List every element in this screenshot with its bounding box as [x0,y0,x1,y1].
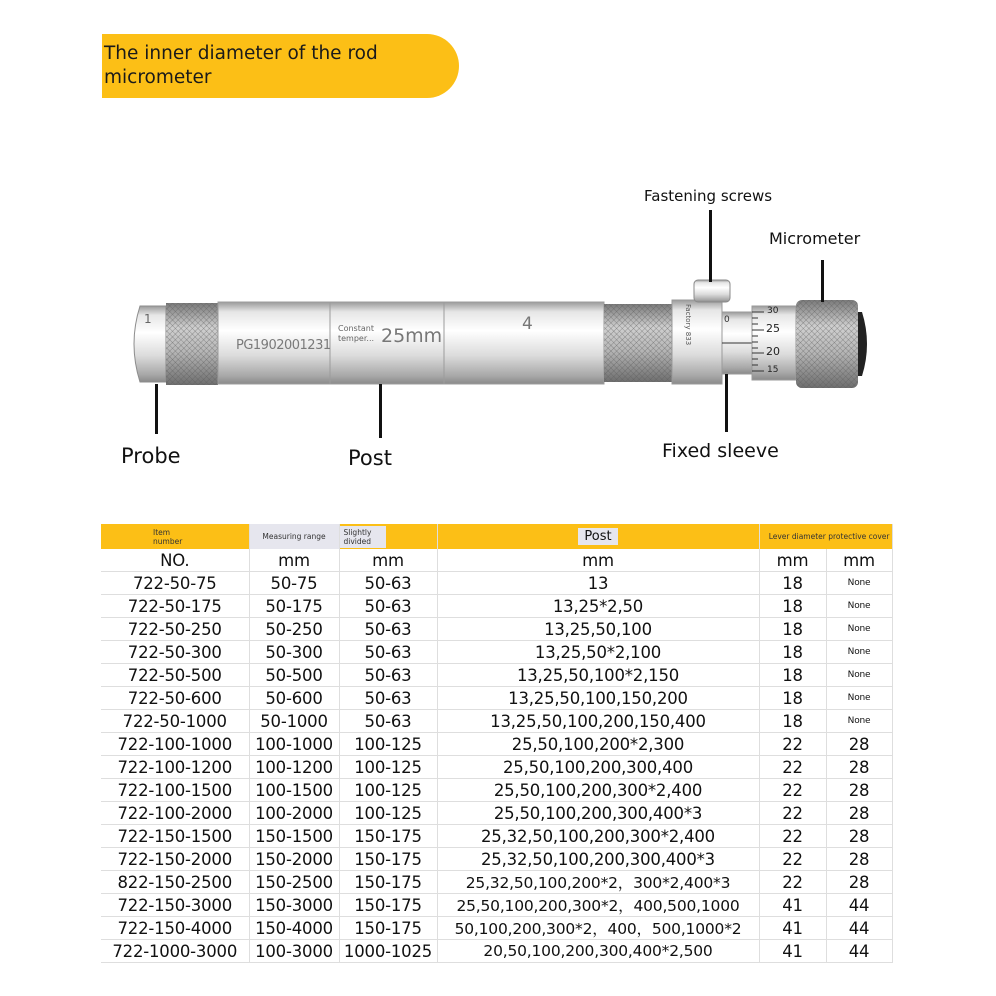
post-cell: 13,25,50,100,200,150,400 [437,710,759,733]
table-row [101,733,892,756]
post-cell: 25,32,50,100,200,300*2,400 [437,825,759,848]
item-number-cell: 722-100-1000 [101,733,249,756]
lever-diameter-cell: 41 [759,940,826,963]
lever-diameter-cell: 22 [759,779,826,802]
table-header-row [101,524,892,549]
thimble-scale-15: 15 [767,365,779,375]
slightly-divided-cell: 100-125 [339,733,437,756]
end-cap [858,312,867,376]
lever-diameter-cell: 18 [759,664,826,687]
item-number-cell: 722-150-1500 [101,825,249,848]
post-cell: 25,50,100,200,300*2，400,500,1000 [437,894,759,917]
measuring-range-cell: 100-1200 [249,756,339,779]
sleeve-zero: 0 [724,315,730,325]
slightly-divided-cell: 150-175 [339,848,437,871]
measuring-range-cell: 50-500 [249,664,339,687]
post-cell: 25,50,100,200,300,400 [437,756,759,779]
protective-cover-cell: 44 [826,917,892,940]
item-number-cell: 722-50-1000 [101,710,249,733]
post-size-marking: 25mm [381,325,443,347]
measuring-range-cell: 150-2500 [249,871,339,894]
post-cell: 13 [437,572,759,595]
lever-diameter-cell: 22 [759,756,826,779]
item-number-cell: 722-100-2000 [101,802,249,825]
lever-diameter-cell: 22 [759,848,826,871]
table-body [101,549,892,963]
lever-diameter-cell: 18 [759,641,826,664]
item-number-cell: 722-1000-3000 [101,940,249,963]
protective-cover-cell: None [826,572,892,595]
post-cell: 13,25,50,100*2,150 [437,664,759,687]
post-cell: 13,25*2,50 [437,595,759,618]
post-cell: 25,50,100,200*2,300 [437,733,759,756]
slightly-divided-cell: 50-63 [339,572,437,595]
callout-micrometer: Micrometer [769,229,861,248]
clamp-body [672,300,722,384]
protective-cover-cell: 28 [826,871,892,894]
item-number-cell: 722-50-250 [101,618,249,641]
page-title: The inner diameter of the rod micrometer [104,43,378,88]
protective-cover-cell: None [826,595,892,618]
measuring-range-cell: 100-1500 [249,779,339,802]
measuring-range-cell: 100-2000 [249,802,339,825]
table-row [101,710,892,733]
item-number-cell: 722-50-600 [101,687,249,710]
post-cell: 25,50,100,200,300,400*3 [437,802,759,825]
callout-probe: Probe [121,444,181,468]
lever-diameter-cell: 41 [759,917,826,940]
table-row [101,641,892,664]
protective-cover-cell: 44 [826,894,892,917]
slightly-divided-cell: 100-125 [339,779,437,802]
unit-cell: mm [339,549,437,572]
measuring-range-cell: 100-1000 [249,733,339,756]
lever-diameter-cell: 18 [759,572,826,595]
measuring-range-cell: 150-4000 [249,917,339,940]
measuring-range-cell: 50-175 [249,595,339,618]
item-number-cell: 722-150-2000 [101,848,249,871]
slightly-divided-cell: 150-175 [339,825,437,848]
post-cell: 50,100,200,300*2，400，500,1000*2 [437,917,759,940]
slightly-divided-cell: 150-175 [339,871,437,894]
table-row [101,871,892,894]
slightly-divided-cell: 50-63 [339,710,437,733]
unit-cell: mm [249,549,339,572]
lever-diameter-cell: 18 [759,710,826,733]
lever-diameter-cell: 22 [759,825,826,848]
item-number-cell: 722-50-75 [101,572,249,595]
item-number-cell: 822-150-2500 [101,871,249,894]
header-slightly-divided: Slightly divided [339,524,437,549]
lever-diameter-cell: 22 [759,733,826,756]
slightly-divided-cell: 100-125 [339,756,437,779]
item-number-cell: 722-100-1200 [101,756,249,779]
measuring-range-cell: 50-1000 [249,710,339,733]
post-cell: 25,50,100,200,300*2,400 [437,779,759,802]
section-number: 4 [522,314,533,334]
table-row [101,779,892,802]
thimble-scale-30: 30 [767,306,779,316]
post-cell: 25,32,50,100,200,300,400*3 [437,848,759,871]
measuring-range-cell: 50-75 [249,572,339,595]
protective-cover-cell: 28 [826,802,892,825]
item-number-cell: 722-150-4000 [101,917,249,940]
callout-fastening-screws: Fastening screws [644,187,773,205]
unit-cell: mm [437,549,759,572]
table-row [101,687,892,710]
lever-diameter-cell: 22 [759,802,826,825]
protective-cover-cell: None [826,641,892,664]
slightly-divided-cell: 50-63 [339,687,437,710]
slightly-divided-cell: 1000-1025 [339,940,437,963]
slightly-divided-cell: 150-175 [339,917,437,940]
callout-post: Post [348,446,392,470]
lever-diameter-cell: 22 [759,871,826,894]
factory-marking: Factory 833 [684,304,692,346]
post-cell: 13,25,50,100,150,200 [437,687,759,710]
post-cell: 25,32,50,100,200*2，300*2,400*3 [437,871,759,894]
protective-cover-cell: 28 [826,848,892,871]
item-number-cell: 722-50-175 [101,595,249,618]
protective-cover-cell: None [826,710,892,733]
spec-table [101,524,893,963]
constant-temper-label: Constant temper... [338,324,375,343]
lever-diameter-cell: 18 [759,618,826,641]
protective-cover-cell: None [826,618,892,641]
header-post: Post [437,524,759,549]
thimble-scale-20: 20 [766,345,780,358]
protective-cover-cell: 28 [826,756,892,779]
post-cell: 20,50,100,200,300,400*2,500 [437,940,759,963]
measuring-range-cell: 150-1500 [249,825,339,848]
table-row [101,825,892,848]
table-row [101,894,892,917]
protective-cover-cell: 28 [826,733,892,756]
table-row [101,618,892,641]
item-number-cell: 722-50-300 [101,641,249,664]
lever-diameter-cell: 41 [759,894,826,917]
post-cell: 13,25,50*2,100 [437,641,759,664]
item-number-cell: 722-150-3000 [101,894,249,917]
table-row [101,595,892,618]
unit-cell: mm [826,549,892,572]
unit-cell: mm [759,549,826,572]
lever-diameter-cell: 18 [759,687,826,710]
fastening-screw [694,280,730,302]
measuring-range-cell: 50-600 [249,687,339,710]
table-row [101,572,892,595]
slightly-divided-cell: 50-63 [339,664,437,687]
protective-cover-cell: None [826,664,892,687]
protective-cover-cell: 44 [826,940,892,963]
callout-fixed-sleeve: Fixed sleeve [662,440,779,462]
table-row [101,917,892,940]
post-cell: 13,25,50,100 [437,618,759,641]
measuring-range-cell: 150-3000 [249,894,339,917]
table-row [101,940,892,963]
table-row [101,664,892,687]
table-row [101,802,892,825]
protective-cover-cell: 28 [826,779,892,802]
item-number-cell: 722-50-500 [101,664,249,687]
unit-cell: NO. [101,549,249,572]
probe-mark: 1 [144,312,152,326]
serial-number: PG1902001231 [236,338,331,353]
slightly-divided-cell: 150-175 [339,894,437,917]
measuring-range-cell: 150-2000 [249,848,339,871]
measuring-range-cell: 50-250 [249,618,339,641]
header-item-number: Item number [101,524,249,549]
slightly-divided-cell: 50-63 [339,641,437,664]
lever-diameter-cell: 18 [759,595,826,618]
measuring-range-cell: 100-3000 [249,940,339,963]
protective-cover-cell: 28 [826,825,892,848]
units-row [101,549,892,572]
table-row [101,848,892,871]
slightly-divided-cell: 50-63 [339,595,437,618]
slightly-divided-cell: 50-63 [339,618,437,641]
slightly-divided-cell: 100-125 [339,802,437,825]
table-row [101,756,892,779]
thimble-scale-25: 25 [766,322,780,335]
item-number-cell: 722-100-1500 [101,779,249,802]
protective-cover-cell: None [826,687,892,710]
header-lever-diameter: Lever diameter protective cover [759,524,892,549]
measuring-range-cell: 50-300 [249,641,339,664]
header-measuring-range: Measuring range [249,524,339,549]
